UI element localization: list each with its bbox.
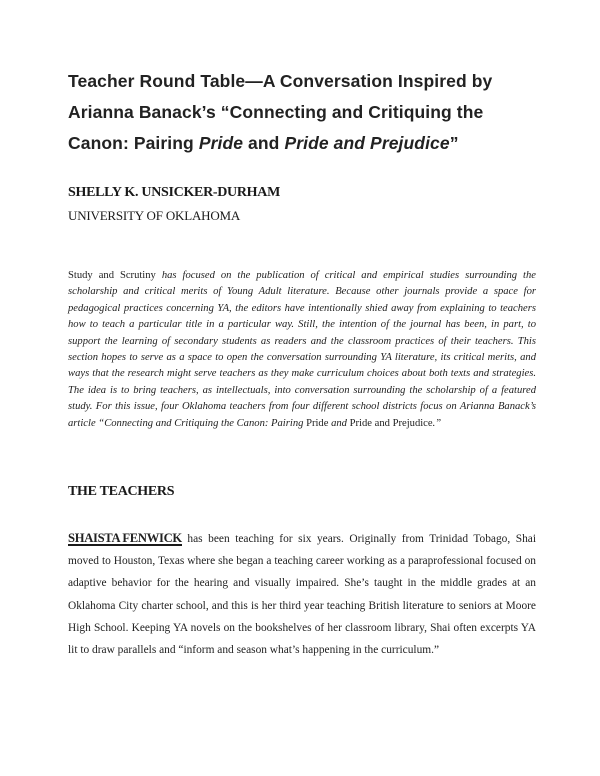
title-italic-pride-prejudice: Pride and Prejudice: [284, 133, 450, 153]
title-text: Canon: Pairing: [68, 133, 199, 153]
title-line-2: Arianna Banack’s “Connecting and Critiquing the: [68, 102, 484, 122]
abstract-end: .”: [432, 417, 442, 429]
abstract-pride: Pride: [306, 417, 329, 429]
title-text: ”: [449, 133, 459, 153]
section-heading: THE TEACHERS: [68, 484, 175, 499]
bio-text: has been teaching for six years. Originally from Trinidad Tobago, Shai moved to Houston, Texas where she began a teaching career working as a paraprofessional focused on adaptive behavior for the hearing and visually impaired. She’s taught in the middle grades at an Oklahoma City charter school, and this is her third year teaching British literature to seniors at Moore High School. Keeping YA novels on the bookshelves of her classroom library, Shai often excerpts YA lit to draw parallels and “inform and season what’s happening in the curriculum.”: [68, 533, 536, 657]
journal-name: Study and Scrutiny: [68, 270, 156, 281]
abstract: [68, 268, 536, 432]
author-name: SHELLY K. UNSICKER-DURHAM: [68, 185, 280, 200]
author-affiliation: UNIVERSITY OF OKLAHOMA: [68, 208, 241, 223]
abstract-and: and: [328, 417, 350, 429]
abstract-pride-prejudice: Pride and Prejudice: [349, 417, 433, 429]
article-title: [68, 66, 548, 159]
title-line-3: [68, 128, 548, 159]
title-line-1: Teacher Round Table—A Conversation Inspired by: [68, 71, 493, 91]
title-italic-pride: Pride: [198, 133, 244, 153]
teacher-name: SHAISTA FENWICK: [68, 531, 182, 545]
teacher-bio: [68, 528, 536, 661]
abstract-text: has focused on the publication of critical and empirical studies surrounding the scholarship and critical merits of Young Adult literature. Because other journals provide a space for pedagogical practices concerning YA, the editors have intentionally shied away from explaining to teachers how to teach a particular title in a particular way. Still, the intention of the journal has been, in part, to support the learning of secondary students as readers and the classroom practices of their teachers. This section hopes to serve as a space to open the conversation surrounding YA literature, its critical merits, and ways that the research might serve teachers as they make curriculum choices about both texts and strategies. The idea is to bring teachers, as intellectuals, into conversation surrounding the scholarship of a featured study. For this issue, four Oklahoma teachers from four different school districts focus on Arianna Banack’s article “Connecting and Critiquing the Canon: Pairing: [68, 270, 536, 429]
title-text: and: [243, 133, 285, 153]
